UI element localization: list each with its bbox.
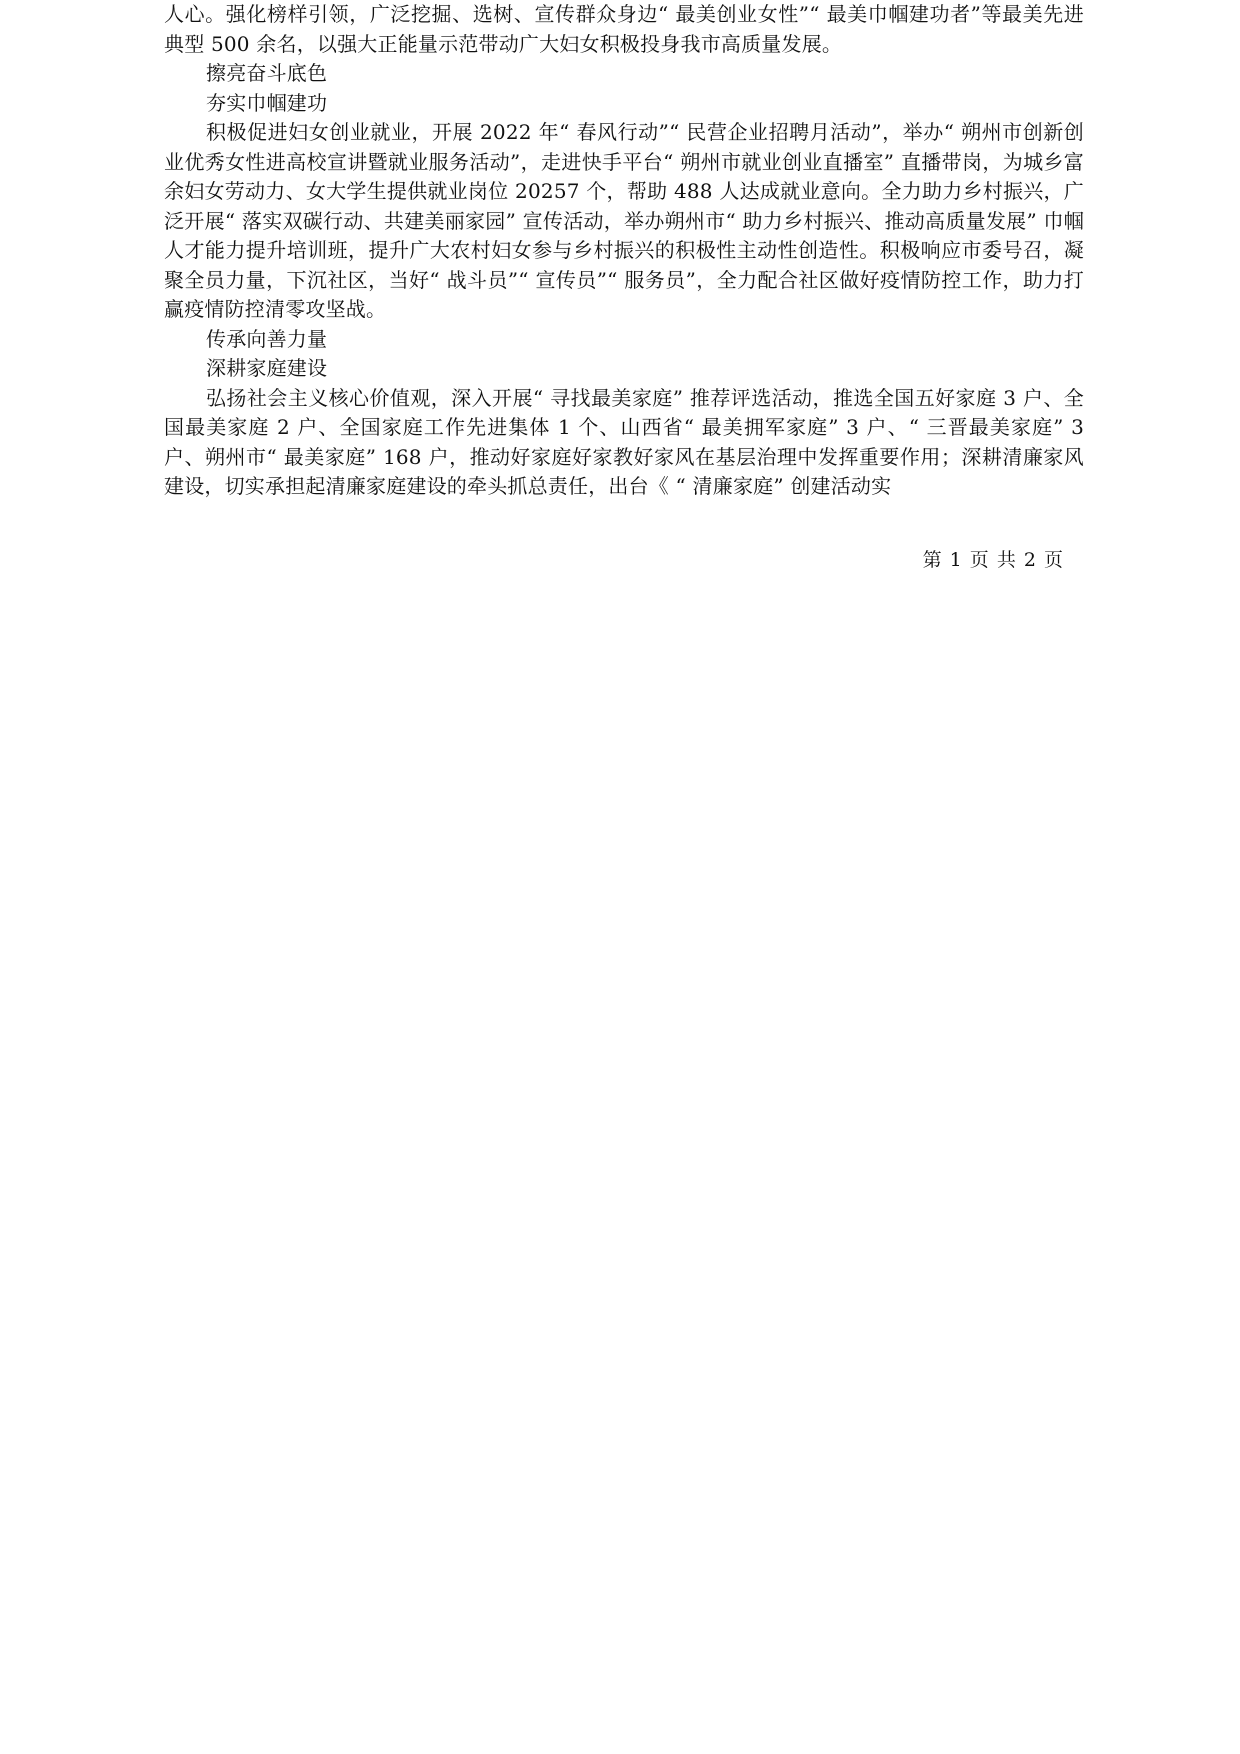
page-number-footer: 第 1 页 共 2 页: [922, 549, 1064, 571]
paragraph-employment: 积极促进妇女创业就业，开展 2022 年“ 春风行动”“ 民营企业招聘月活动”，举办“ 朔州市创新创业优秀女性进高校宣讲暨就业服务活动”，走进快手平台“ 朔州市就业创业直播室” 直播带岗，为城乡富余妇女劳动力、女大学生提供就业岗位 20257 个，帮助 488 人达成就业意向。全力助力乡村振兴，广泛开展“ 落实双碳行动、共建美丽家园” 宣传活动，举办朔州市“ 助力乡村振兴、推动高质量发展” 巾帼人才能力提升培训班，提升广大农村妇女参与乡村振兴的积极性主动性创造性。积极响应市委号召，凝聚全员力量，下沉社区，当好“ 战斗员”“ 宣传员”“ 服务员”，全力配合社区做好疫情防控工作，助力打赢疫情防控清零攻坚战。: [164, 120, 1084, 321]
document-body: [164, 0, 1084, 502]
paragraph-family-building: 弘扬社会主义核心价值观，深入开展“ 寻找最美家庭” 推荐评选活动，推选全国五好家庭 3 户、全国最美家庭 2 户、全国家庭工作先进集体 1 个、山西省“ 最美拥军家庭” 3 户、“ 三晋最美家庭” 3 户、朔州市“ 最美家庭” 168 户，推动好家庭好家教好家风在基层治理中发挥重要作用；深耕清廉家风建设，切实承担起清廉家庭建设的牵头抓总责任，出台《 “ 清廉家庭” 创建活动实: [164, 385, 1084, 498]
paragraph-continuation: 人心。强化榜样引领，广泛挖掘、选树、宣传群众身边“ 最美创业女性”“ 最美巾帼建功者”等最美先进典型 500 余名，以强大正能量示范带动广大妇女积极投身我市高质量发展。: [164, 2, 1084, 56]
section-heading-merit: 夯实巾帼建功: [206, 90, 328, 115]
section-heading-kindness: 传承向善力量: [206, 326, 328, 351]
section-heading-struggle: 擦亮奋斗底色: [206, 61, 328, 85]
section-heading-family: 深耕家庭建设: [206, 356, 328, 380]
